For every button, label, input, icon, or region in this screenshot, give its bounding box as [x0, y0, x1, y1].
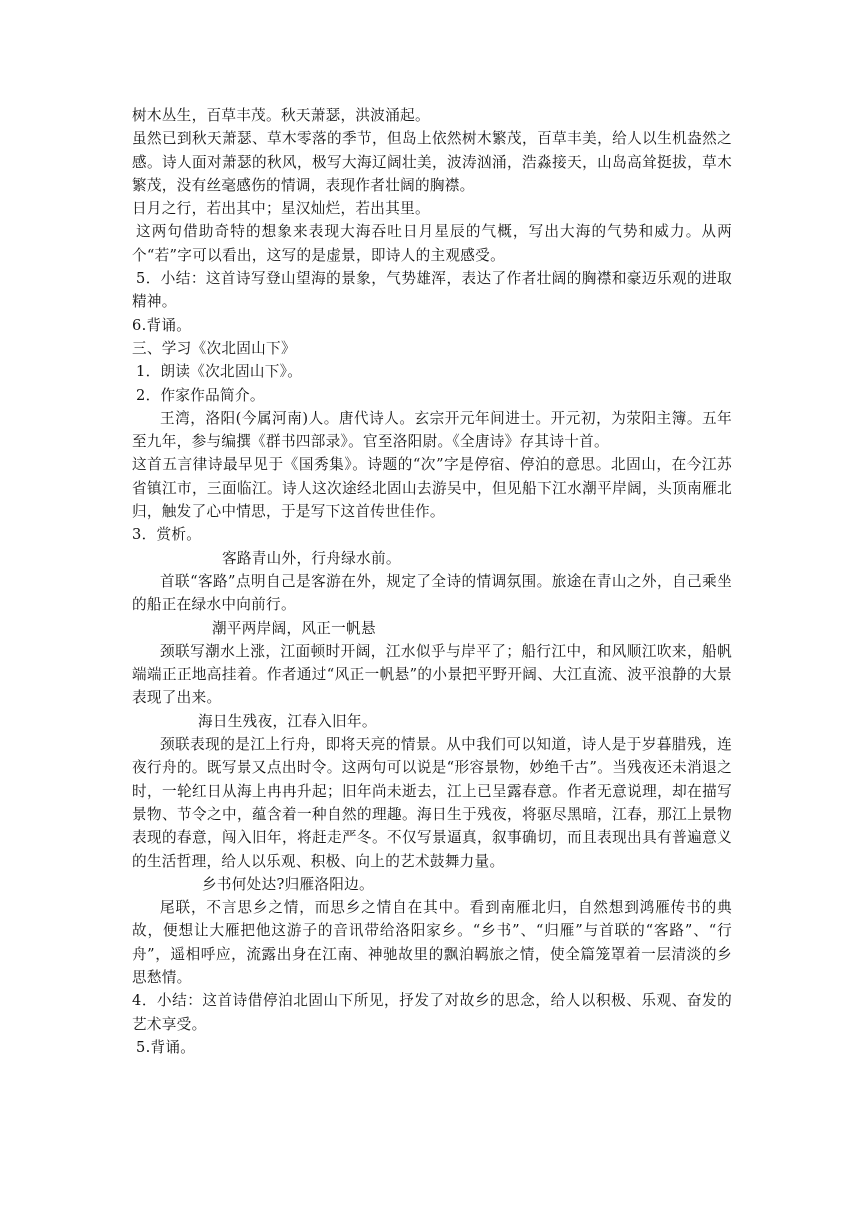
paragraph: 颈联写潮水上涨，江面顿时开阔，江水似乎与岸平了；船行江中，和风顺江吹来，船帆端端正正地高挂着。作者通过“风正一帆悬”的小景把平野开阔、大江直流、波平浪静的大景表现了出来。 — [132, 642, 732, 707]
paragraph: 颈联表现的是江上行舟，即将天亮的情景。从中我们可以知道，诗人是于岁暮腊残，连夜行舟的。既写景又点出时令。这两句可以说是“形容景物，妙绝千古”。当残夜还未消退之时，一轮红日从海上冉冉升起；旧年尚未逝去，江上已呈露春意。作者无意说理，却在描写景物、节令之中，蕴含着一种自然的理趣。海日生于残夜，将驱尽黑暗，江春，那江上景物表现的春意，闯入旧年，将赶走严冬。不仅写景逼真，叙事确切，而且表现出具有普遍意义的生活哲理，给人以乐观、积极、向上的艺术鼓舞力量。 — [132, 736, 732, 870]
author-intro: 王湾，洛阳(今属河南)人。唐代诗人。玄宗开元年间进士。开元初，为荥阳主簿。五年至九年，参与编撰《群书四部录》。官至洛阳尉。《全唐诗》存其诗十首。 — [132, 409, 732, 451]
document-body — [132, 104, 732, 1059]
list-item: 1．朗读《次北固山下》。 — [136, 363, 303, 381]
poem-line: 客路青山外，行舟绿水前。 — [222, 549, 401, 567]
summary-item: 5．小结：这首诗写登山望海的景象，气势雄浑，表达了作者壮阔的胸襟和豪迈乐观的进取精神。 — [132, 270, 732, 311]
list-item: 3．赏析。 — [132, 526, 202, 544]
poem-line: 海日生残夜，江春入旧年。 — [198, 712, 377, 730]
paragraph: 这首五言律诗最早见于《国秀集》。诗题的“次”字是停宿、停泊的意思。北固山，在今江苏省镇江市，三面临江。诗人这次途经北固山去游吴中，但见船下江水潮平岸阔，头顶南雁北归，触发了心中情思，于是写下这首传世佳作。 — [132, 456, 732, 521]
summary-item: 4．小结：这首诗借停泊北固山下所见，抒发了对故乡的思念，给人以积极、乐观、奋发的艺术享受。 — [132, 992, 732, 1033]
list-item: 6.背诵。 — [132, 316, 192, 334]
list-item: 5.背诵。 — [136, 1038, 196, 1056]
poem-line: 日月之行，若出其中；星汉灿烂，若出其里。 — [132, 200, 430, 218]
paragraph: 首联“客路”点明自己是客游在外，规定了全诗的情调氛围。旅途在青山之外，自己乘坐的船正在绿水中向前行。 — [132, 572, 732, 614]
poem-line: 乡书何处达?归雁洛阳边。 — [202, 875, 374, 893]
paragraph: 尾联，不言思乡之情，而思乡之情自在其中。看到南雁北归，自然想到鸿雁传书的典故，便想让大雁把他这游子的音讯带给洛阳家乡。“乡书”、“归雁”与首联的“客路”、“行舟”，遥相呼应，流露出身在江南、神驰故里的飘泊羁旅之情，使全篇笼罩着一层清淡的乡思愁情。 — [132, 899, 732, 986]
poem-line: 潮平两岸阔，风正一帆悬 — [212, 619, 376, 637]
poem-line: 树木丛生，百草丰茂。秋天萧瑟，洪波涌起。 — [132, 107, 430, 124]
list-item: 2．作家作品简介。 — [136, 386, 265, 404]
paragraph: 这两句借助奇特的想象来表现大海吞吐日月星辰的气概，写出大海的气势和威力。从两个“若”字可以看出，这写的是虚景，即诗人的主观感受。 — [132, 223, 732, 264]
paragraph: 虽然已到秋天萧瑟、草木零落的季节，但岛上依然树木繁茂，百草丰美，给人以生机盎然之感。诗人面对萧瑟的秋风，极写大海辽阔壮美，波涛汹涌，浩淼接天，山岛高耸挺拔，草木繁茂，没有丝毫感伤的情调，表现作者壮阔的胸襟。 — [132, 130, 732, 194]
section-heading: 三、学习《次北固山下》 — [132, 339, 296, 357]
